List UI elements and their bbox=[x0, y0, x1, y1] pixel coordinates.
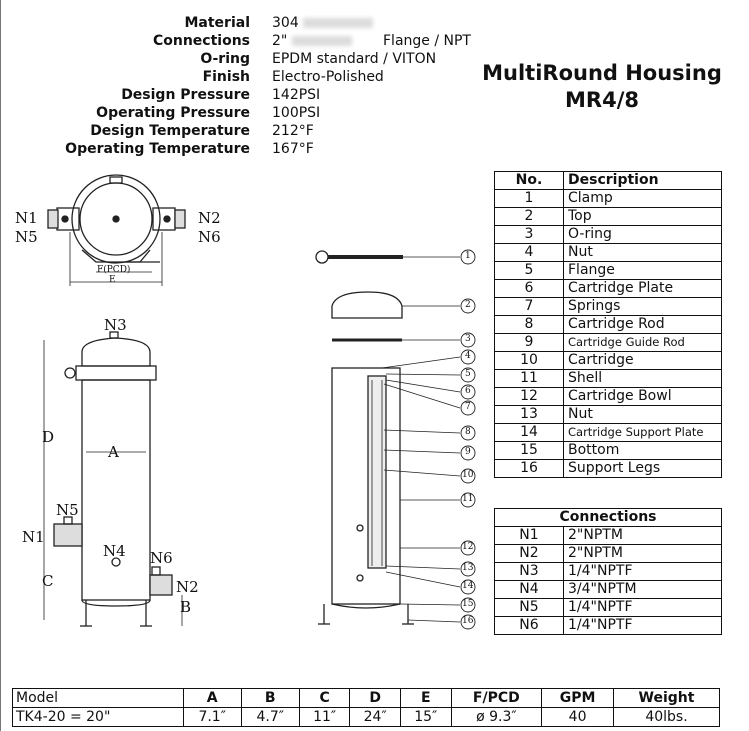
connection-spec: 1/4"NPTF bbox=[564, 617, 722, 635]
model-header-cell: B bbox=[241, 689, 299, 708]
table-row bbox=[495, 388, 722, 406]
table-row bbox=[495, 298, 722, 316]
part-number: 5 bbox=[495, 262, 564, 280]
part-number: 16 bbox=[495, 460, 564, 478]
part-description: Cartridge bbox=[564, 352, 722, 370]
table-row bbox=[495, 208, 722, 226]
part-description: Springs bbox=[564, 298, 722, 316]
label-n6: N6 bbox=[150, 549, 173, 567]
table-row bbox=[495, 406, 722, 424]
model-header-cell: A bbox=[183, 689, 241, 708]
callout-6: 6 bbox=[465, 386, 471, 396]
model-header-cell: D bbox=[350, 689, 401, 708]
table-row bbox=[495, 617, 722, 635]
table-row bbox=[495, 370, 722, 388]
label-n3: N3 bbox=[104, 316, 127, 334]
part-description: Cartridge Support Plate bbox=[564, 424, 722, 442]
part-number: 10 bbox=[495, 352, 564, 370]
part-description: Bottom bbox=[564, 442, 722, 460]
connection-id: N4 bbox=[495, 581, 564, 599]
connections-header-row bbox=[495, 509, 722, 527]
part-number: 15 bbox=[495, 442, 564, 460]
model-table bbox=[12, 688, 720, 727]
part-description: Cartridge Plate bbox=[564, 280, 722, 298]
label-n2-top: N2 bbox=[198, 209, 221, 227]
callout-1: 1 bbox=[465, 251, 471, 261]
model-cell: ø 9.3″ bbox=[451, 708, 542, 727]
label-n1: N1 bbox=[22, 528, 45, 546]
label-n5: N5 bbox=[56, 501, 79, 519]
model-cell: 7.1″ bbox=[183, 708, 241, 727]
connections-table bbox=[494, 508, 722, 635]
table-row bbox=[495, 244, 722, 262]
part-description: Shell bbox=[564, 370, 722, 388]
part-number: 9 bbox=[495, 334, 564, 352]
label-n6-top: N6 bbox=[198, 228, 221, 246]
model-header-row bbox=[13, 689, 720, 708]
callout-7: 7 bbox=[465, 402, 471, 412]
part-description: Cartridge Rod bbox=[564, 316, 722, 334]
connection-spec: 1/4"NPTF bbox=[564, 563, 722, 581]
parts-header-row bbox=[495, 172, 722, 190]
label-n4: N4 bbox=[103, 542, 126, 560]
callout-11: 11 bbox=[462, 494, 474, 504]
connection-spec: 1/4"NPTF bbox=[564, 599, 722, 617]
model-cell: TK4-20 = 20" bbox=[13, 708, 184, 727]
callout-16: 16 bbox=[462, 616, 474, 626]
part-description: Nut bbox=[564, 406, 722, 424]
part-number: 2 bbox=[495, 208, 564, 226]
connection-spec: 2"NPTM bbox=[564, 527, 722, 545]
table-row bbox=[495, 460, 722, 478]
exploded-view bbox=[316, 251, 414, 624]
model-header-cell: GPM bbox=[542, 689, 614, 708]
part-number: 6 bbox=[495, 280, 564, 298]
model-cell: 15″ bbox=[400, 708, 451, 727]
table-row bbox=[495, 352, 722, 370]
label-e: E bbox=[109, 275, 116, 285]
part-number: 12 bbox=[495, 388, 564, 406]
callout-10: 10 bbox=[462, 470, 474, 480]
table-row bbox=[495, 424, 722, 442]
parts-table bbox=[494, 171, 722, 478]
connections-header: Connections bbox=[495, 509, 722, 527]
title-line-2: MR4/8 bbox=[565, 88, 639, 112]
part-number: 11 bbox=[495, 370, 564, 388]
connection-id: N2 bbox=[495, 545, 564, 563]
model-cell: 24″ bbox=[350, 708, 401, 727]
connection-spec: 2"NPTM bbox=[564, 545, 722, 563]
label-n2: N2 bbox=[176, 578, 199, 596]
side-view bbox=[44, 332, 182, 626]
label-d: D bbox=[42, 428, 55, 446]
model-header-cell: Model bbox=[13, 689, 184, 708]
model-cell: 11″ bbox=[299, 708, 350, 727]
part-number: 4 bbox=[495, 244, 564, 262]
connection-id: N5 bbox=[495, 599, 564, 617]
table-row bbox=[495, 226, 722, 244]
model-data-row bbox=[13, 708, 720, 727]
label-fpcd: F(PCD) bbox=[97, 265, 131, 275]
part-description: O-ring bbox=[564, 226, 722, 244]
model-header-cell: C bbox=[299, 689, 350, 708]
spec-value: 304 bbox=[272, 15, 299, 31]
parts-header-no: No. bbox=[495, 172, 564, 190]
part-description: Clamp bbox=[564, 190, 722, 208]
part-description: Top bbox=[564, 208, 722, 226]
model-cell: 4.7″ bbox=[241, 708, 299, 727]
spec-extra: Flange / NPT bbox=[383, 33, 471, 49]
label-c: C bbox=[42, 572, 54, 590]
callout-13: 13 bbox=[462, 563, 474, 573]
callout-3: 3 bbox=[465, 334, 471, 344]
label-n5-top: N5 bbox=[15, 228, 38, 246]
part-description: Support Legs bbox=[564, 460, 722, 478]
callout-8: 8 bbox=[465, 427, 471, 437]
table-row bbox=[495, 334, 722, 352]
table-row bbox=[495, 280, 722, 298]
part-description: Cartridge Guide Rod bbox=[564, 334, 722, 352]
table-row bbox=[495, 527, 722, 545]
table-row bbox=[495, 316, 722, 334]
callout-9: 9 bbox=[465, 447, 471, 457]
callout-15: 15 bbox=[462, 599, 474, 609]
model-header-cell: Weight bbox=[614, 689, 720, 708]
callout-5: 5 bbox=[465, 369, 471, 379]
callout-4: 4 bbox=[465, 351, 471, 361]
part-number: 3 bbox=[495, 226, 564, 244]
table-row bbox=[495, 581, 722, 599]
part-description: Flange bbox=[564, 262, 722, 280]
table-row bbox=[495, 563, 722, 581]
part-number: 8 bbox=[495, 316, 564, 334]
connection-id: N3 bbox=[495, 563, 564, 581]
connection-spec: 3/4"NPTM bbox=[564, 581, 722, 599]
connection-id: N1 bbox=[495, 527, 564, 545]
table-row bbox=[495, 190, 722, 208]
callout-14: 14 bbox=[462, 581, 474, 591]
part-number: 13 bbox=[495, 406, 564, 424]
table-row bbox=[495, 442, 722, 460]
table-row bbox=[495, 545, 722, 563]
parts-header-description: Description bbox=[564, 172, 722, 190]
callout-leaders bbox=[382, 257, 460, 622]
label-n1-top: N1 bbox=[15, 209, 38, 227]
part-number: 7 bbox=[495, 298, 564, 316]
callout-2: 2 bbox=[465, 300, 471, 310]
label-b: B bbox=[180, 598, 192, 616]
part-description: Nut bbox=[564, 244, 722, 262]
callout-12: 12 bbox=[462, 542, 474, 552]
part-description: Cartridge Bowl bbox=[564, 388, 722, 406]
model-cell: 40lbs. bbox=[614, 708, 720, 727]
part-number: 14 bbox=[495, 424, 564, 442]
label-a: A bbox=[108, 443, 119, 461]
table-row bbox=[495, 599, 722, 617]
model-header-cell: F/PCD bbox=[451, 689, 542, 708]
table-row bbox=[495, 262, 722, 280]
connection-id: N6 bbox=[495, 617, 564, 635]
model-header-cell: E bbox=[400, 689, 451, 708]
spec-value: 2" bbox=[272, 33, 288, 49]
part-number: 1 bbox=[495, 190, 564, 208]
title-line-1: MultiRound Housing bbox=[482, 61, 722, 85]
model-cell: 40 bbox=[542, 708, 614, 727]
